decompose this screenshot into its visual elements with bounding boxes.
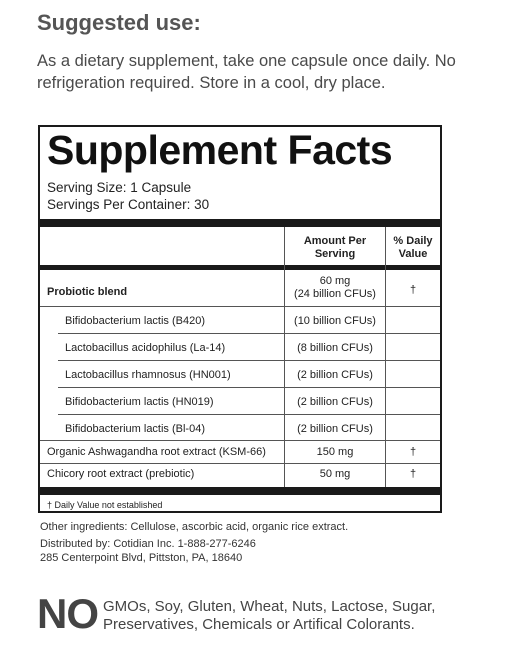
strain-name: Bifidobacterium lactis (HN019) — [65, 396, 214, 408]
distributor-line-1: Distributed by: Cotidian Inc. 1-888-277-6246 — [40, 538, 256, 550]
strain-name: Bifidobacterium lactis (Bl-04) — [65, 423, 205, 435]
thick-divider-bottom — [40, 487, 440, 495]
no-claim-heading: NO — [37, 590, 98, 637]
servings-per-container: Servings Per Container: 30 — [47, 197, 210, 212]
facts-title: Supplement Facts — [47, 127, 393, 173]
row-divider — [40, 463, 440, 464]
ingredient-daily-value: † — [409, 446, 417, 458]
daily-value-footnote: † Daily Value not established — [47, 500, 163, 510]
strain-amount: (10 billion CFUs) — [294, 315, 376, 327]
strain-amount: (2 billion CFUs) — [297, 423, 373, 435]
strain-name: Lactobacillus acidophilus (La-14) — [65, 342, 226, 354]
header-daily-value: % Daily Value — [393, 235, 433, 260]
row-divider — [58, 360, 440, 361]
thick-divider-top — [40, 219, 440, 227]
blend-amount: 60 mg (24 billion CFUs) — [294, 275, 376, 300]
row-divider — [58, 414, 440, 415]
row-divider — [40, 440, 440, 441]
distributor-line-2: 285 Centerpoint Blvd, Pittston, PA, 18640 — [40, 552, 243, 564]
ingredient-name: Organic Ashwagandha root extract (KSM-66) — [47, 446, 266, 458]
row-divider — [40, 306, 440, 307]
ingredient-name: Chicory root extract (prebiotic) — [47, 468, 195, 480]
row-divider — [58, 333, 440, 334]
blend-name: Probiotic blend — [47, 286, 128, 298]
strain-amount: (2 billion CFUs) — [297, 396, 373, 408]
strain-name: Lactobacillus rhamnosus (HN001) — [65, 369, 231, 381]
blend-daily-value: † — [409, 284, 417, 296]
strain-amount: (8 billion CFUs) — [297, 342, 373, 354]
header-amount: Amount Per Serving — [303, 235, 367, 260]
no-claim-text: GMOs, Soy, Gluten, Wheat, Nuts, Lactose, Sugar, Preservatives, Chemicals or Artifical Colorants. — [103, 598, 436, 633]
suggested-use-text: As a dietary supplement, take one capsule once daily. No refrigeration required. Store in a cool, dry place. — [37, 52, 456, 92]
strain-amount: (2 billion CFUs) — [297, 369, 373, 381]
ingredient-daily-value: † — [409, 468, 417, 480]
ingredient-amount: 150 mg — [316, 446, 354, 458]
thick-divider-header — [40, 265, 440, 270]
supplement-facts-panel — [38, 125, 442, 513]
suggested-use-title: Suggested use: — [37, 10, 201, 35]
serving-info — [47, 179, 209, 213]
serving-size: Serving Size: 1 Capsule — [47, 180, 192, 195]
strain-name: Bifidobacterium lactis (B420) — [65, 315, 206, 327]
row-divider — [58, 387, 440, 388]
ingredient-amount: 50 mg — [319, 468, 351, 480]
other-ingredients: Other ingredients: Cellulose, ascorbic acid, organic rice extract. — [40, 521, 349, 533]
